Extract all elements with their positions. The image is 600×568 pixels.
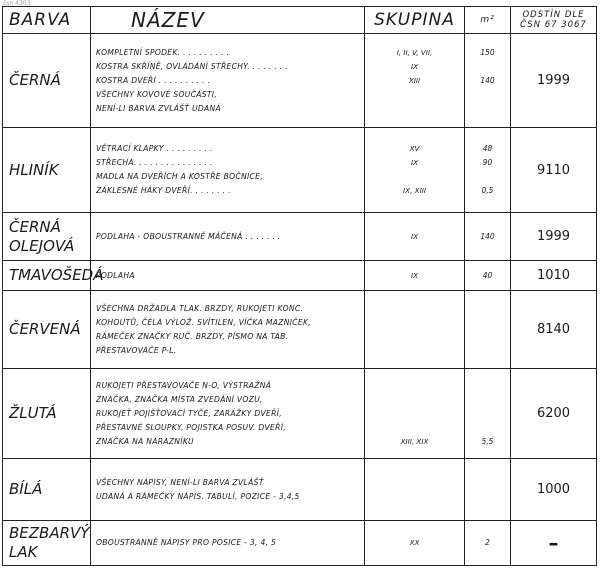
m2-value: 90: [482, 158, 493, 167]
nazev-text: VŠECHNA DRŽADLA TLAK. BRZDY, RUKOJETI KONC.: [96, 303, 304, 313]
nazev-text: PODLAHA: [96, 270, 135, 280]
barva-cell: BÍLÁ: [3, 459, 91, 521]
nazev-text: VŠECHNY NÁPISY, NENÍ-LI BARVA ZVLÁŠŤ: [96, 477, 264, 487]
skupina-value: [365, 344, 464, 358]
m2-value: [465, 407, 510, 421]
nazev-line: [96, 74, 362, 88]
nazev-text: NENÍ-LI BARVA ZVLÁŠŤ UDANÁ: [96, 103, 221, 113]
barva-cell: ČERNÁ: [3, 34, 91, 128]
header-m2: m²: [465, 7, 511, 34]
skupina-cell: [365, 128, 465, 213]
skupina-cell: [365, 459, 465, 521]
nazev-text: KOSTRA DVEŘÍ . . . . . . . . . .: [96, 75, 211, 85]
m2-value: [465, 344, 510, 358]
nazev-text: ZÁKLESNÉ HÁKY DVEŘÍ. . . . . . . .: [96, 186, 231, 195]
barva-cell: ŽLUTÁ: [3, 369, 91, 459]
skupina-value: [365, 421, 464, 435]
skupina-value: [365, 316, 464, 330]
nazev-line: [96, 536, 362, 550]
nazev-line: [96, 490, 362, 504]
m2-value: 2: [485, 538, 490, 547]
skupina-value: [365, 170, 464, 184]
nazev-text: KOSTRA SKŘÍNĚ, OVLÁDÁNÍ STŘECHY. . . . . . . .: [96, 61, 288, 71]
m2-value: [465, 490, 510, 504]
nazev-text: STŘECHA. . . . . . . . . . . . . . .: [96, 158, 213, 167]
nazev-text: RUKOJETI PŘESTAVOVAČE N-O, VÝSTRAŽNÁ: [96, 380, 272, 390]
nazev-line: [96, 407, 362, 421]
table-row: [3, 459, 597, 521]
skupina-value: [365, 393, 464, 407]
nazev-text: VĚTRACÍ KLAPKY . . . . . . . . .: [96, 144, 213, 153]
skupina-value: IX: [410, 158, 419, 167]
nazev-text: ZNAČKA, ZNAČKA MÍSTA ZVEDÁNÍ VOZU,: [96, 394, 263, 404]
nazev-line: [96, 102, 362, 116]
skupina-value: [365, 476, 464, 490]
header-barva: BARVA: [3, 7, 91, 34]
header-nazev: NÁZEV: [91, 7, 365, 34]
nazev-line: [96, 142, 362, 156]
nazev-line: [96, 435, 362, 449]
nazev-text: PODLAHA - OBOUSTRANNĚ MÁČENÁ . . . . . . .: [96, 231, 281, 241]
nazev-text: KOHOUTŮ, ČÉLA VÝLOŽ. SVÍTILEN, VÍČKA MAZNIČEK,: [96, 317, 311, 327]
nazev-text: PŘESTAVOVAČE P-L.: [96, 345, 177, 355]
skupina-cell: [365, 521, 465, 566]
skupina-value: IX: [410, 61, 419, 71]
skupina-value: [365, 102, 464, 116]
m2-value: 140: [480, 75, 495, 85]
paint-table: [2, 6, 597, 566]
m2-value: [465, 170, 510, 184]
m2-value: [465, 330, 510, 344]
skupina-value: XIII, XIX: [400, 436, 429, 446]
skupina-value: [365, 302, 464, 316]
nazev-line: [96, 46, 362, 60]
m2-cell: [465, 459, 511, 521]
nazev-line: [96, 302, 362, 316]
barva-cell: HLINÍK: [3, 128, 91, 213]
skupina-value: XIII: [408, 75, 421, 85]
m2-cell: [465, 261, 511, 291]
nazev-line: [96, 421, 362, 435]
skupina-value: IX: [410, 231, 419, 241]
nazev-cell: [91, 521, 365, 566]
m2-value: [465, 60, 510, 74]
nazev-text: OBOUSTRANNĚ NÁPISY PRO POSICE - 3, 4, 5: [96, 538, 277, 547]
nazev-line: [96, 60, 362, 74]
table-row: [3, 213, 597, 261]
header-odstin-line1: ODSTÍN DLE: [522, 10, 585, 20]
m2-value: [465, 88, 510, 102]
nazev-cell: [91, 369, 365, 459]
nazev-text: RUKOJEŤ POJIŠŤOVACÍ TYČE, ZARÁŽKY DVEŘÍ,: [96, 408, 282, 418]
nazev-cell: [91, 459, 365, 521]
table-row: [3, 369, 597, 459]
m2-cell: [465, 34, 511, 128]
skupina-value: [365, 379, 464, 393]
table-row: [3, 261, 597, 291]
nazev-text: ZNAČKA NA NÁRAZNÍKU: [96, 436, 194, 446]
m2-value: 0,5: [481, 186, 494, 195]
m2-cell: [465, 213, 511, 261]
m2-value: 140: [480, 231, 495, 241]
nazev-line: [96, 379, 362, 393]
odstin-cell: 1999: [511, 213, 597, 261]
skupina-value: IX: [410, 270, 419, 280]
skupina-value: XX: [409, 538, 420, 547]
odstin-cell: 6200: [511, 369, 597, 459]
barva-cell: BEZBARVÝ LAK: [3, 521, 91, 566]
skupina-value: [365, 407, 464, 421]
nazev-line: [96, 88, 362, 102]
header-odstin-line2: ČSN 67 3067: [520, 20, 587, 30]
m2-value: [465, 476, 510, 490]
nazev-cell: [91, 291, 365, 369]
barva-cell: ČERVENÁ: [3, 291, 91, 369]
skupina-value: IX, XIII: [403, 186, 426, 195]
skupina-cell: [365, 291, 465, 369]
nazev-text: RÁMEČEK ZNAČKY RUČ. BRZDY, PÍSMO NA TAB.: [96, 331, 289, 341]
header-row: [3, 7, 597, 34]
nazev-cell: [91, 128, 365, 213]
m2-value: 150: [480, 47, 495, 57]
skupina-cell: [365, 369, 465, 459]
barva-cell: ČERNÁ OLEJOVÁ: [3, 213, 91, 261]
odstin-cell: 1999: [511, 34, 597, 128]
nazev-text: MADLA NA DVEŘÍCH A KOSTŘE BOČNICE,: [96, 172, 263, 181]
odstin-cell: –: [511, 521, 597, 566]
nazev-line: [96, 330, 362, 344]
table-row: [3, 521, 597, 566]
nazev-line: [96, 316, 362, 330]
nazev-line: [96, 156, 362, 170]
nazev-cell: [91, 261, 365, 291]
m2-value: [465, 102, 510, 116]
skupina-value: [365, 330, 464, 344]
nazev-line: [96, 344, 362, 358]
m2-value: 48: [482, 144, 493, 153]
m2-value: [465, 379, 510, 393]
nazev-line: [96, 393, 362, 407]
m2-value: [465, 316, 510, 330]
table-row: [3, 34, 597, 128]
skupina-value: [365, 88, 464, 102]
nazev-line: [96, 184, 362, 198]
skupina-cell: [365, 34, 465, 128]
nazev-line: [96, 170, 362, 184]
m2-value: 40: [482, 270, 493, 280]
skupina-value: I, II, V, VII,: [396, 47, 433, 57]
odstin-cell: 8140: [511, 291, 597, 369]
m2-cell: [465, 128, 511, 213]
nazev-text: KOMPLETNÍ SPODEK. . . . . . . . . .: [96, 47, 230, 57]
odstin-cell: 1010: [511, 261, 597, 291]
skupina-value: [365, 490, 464, 504]
nazev-text: PŘESTAVNÉ SLOUPKY, POJISTKA POSUV. DVEŘÍ,: [96, 422, 286, 432]
nazev-line: [96, 476, 362, 490]
header-skupina: SKUPINA: [365, 7, 465, 34]
barva-cell: TMAVOŠEDÁ: [3, 261, 91, 291]
m2-cell: [465, 369, 511, 459]
odstin-cell: 9110: [511, 128, 597, 213]
odstin-cell: 1000: [511, 459, 597, 521]
nazev-line: [96, 230, 362, 244]
nazev-line: [96, 269, 362, 283]
m2-value: 5,5: [481, 436, 494, 446]
header-odstin: [511, 7, 597, 34]
skupina-cell: [365, 213, 465, 261]
skupina-value: XV: [409, 144, 420, 153]
m2-value: [465, 302, 510, 316]
m2-value: [465, 393, 510, 407]
m2-cell: [465, 291, 511, 369]
skupina-cell: [365, 261, 465, 291]
m2-value: [465, 421, 510, 435]
m2-cell: [465, 521, 511, 566]
table-row: [3, 128, 597, 213]
corner-mark: čsn 4303: [3, 0, 31, 7]
table-row: [3, 291, 597, 369]
nazev-cell: [91, 213, 365, 261]
nazev-cell: [91, 34, 365, 128]
nazev-text: VŠECHNY KOVOVÉ SOUČÁSTI,: [96, 89, 218, 99]
nazev-text: UDANÁ A RÁMEČKY NÁPIS. TABULÍ, POZICE - 3,4,5: [96, 491, 300, 501]
